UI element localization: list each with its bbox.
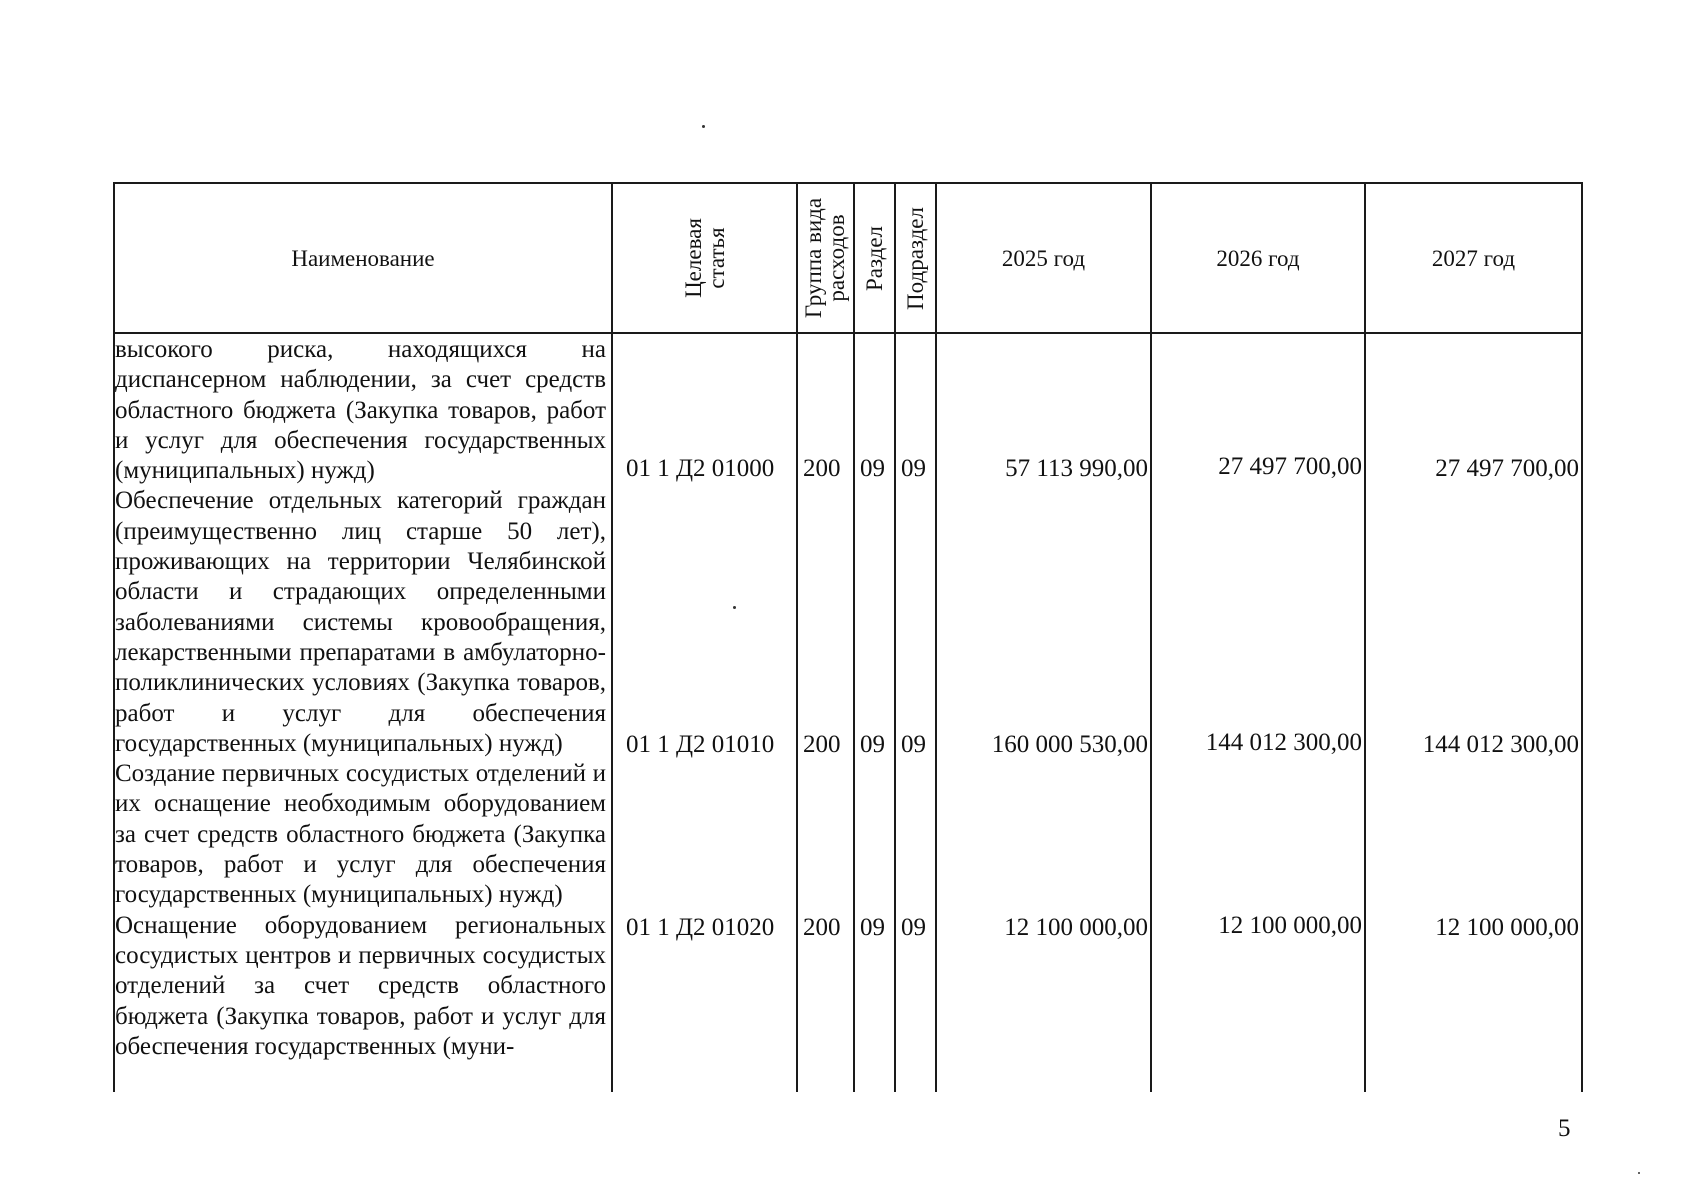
row-subsection: 09: [901, 455, 926, 482]
header-2027-label: 2027 год: [1431, 245, 1516, 271]
row-section: 09: [860, 455, 885, 482]
row-amount-2025: 57 113 990,00: [1005, 455, 1148, 482]
header-target-article-line2: статья: [703, 227, 729, 289]
header-expense-group-line2: расходов: [824, 214, 850, 302]
header-name: [115, 184, 611, 332]
row-section: 09: [860, 914, 885, 941]
row-amount-2026: 12 100 000,00: [1218, 912, 1362, 939]
row-expense-group: 200: [803, 914, 841, 941]
header-name-label: Наименование: [291, 245, 435, 271]
row-amount-2027: 27 497 700,00: [1435, 455, 1579, 482]
row-amount-2026: 144 012 300,00: [1205, 729, 1362, 756]
row-expense-group: 200: [803, 455, 841, 482]
header-expense-group: [798, 184, 853, 332]
header-subsection: [896, 184, 935, 332]
header-2026: [1152, 184, 1364, 332]
row-amount-2025: 160 000 530,00: [991, 731, 1148, 758]
row-amount-2025: 12 100 000,00: [1004, 914, 1148, 941]
table-right-border: [1581, 182, 1583, 1092]
header-target-article: [613, 184, 796, 332]
header-section: [855, 184, 894, 332]
budget-table: [113, 182, 1583, 1092]
row-subsection: 09: [901, 914, 926, 941]
header-subsection-label: Подраздел: [903, 206, 929, 310]
row-name: Создание первичных сосудистых отделений и их оснащение необходимым оборудованием за счет средств областного бюджета (Закупка товаров, работ и услуг для обеспечения государственных (муниципальных) нужд): [115, 760, 606, 909]
row-target-article: 01 1 Д2 01020: [626, 914, 775, 941]
row-name: высокого риска, находящихся на диспансерном наблюдении, за счет средств областного бюджета (Закупка товаров, работ и услуг для обеспечения государственных (муниципальных) нужд): [115, 336, 606, 485]
row-amount-2027: 12 100 000,00: [1435, 914, 1579, 941]
row-target-article: 01 1 Д2 01000: [626, 455, 775, 482]
header-bottom-border: [113, 332, 1583, 334]
header-2027: [1366, 184, 1581, 332]
row-expense-group: 200: [803, 731, 841, 758]
page-number: 5: [1558, 1115, 1571, 1142]
header-target-article-line1: Целевая: [680, 218, 706, 298]
row-subsection: 09: [901, 731, 926, 758]
row-amount-2026: 27 497 700,00: [1218, 453, 1362, 480]
header-section-label: Раздел: [862, 225, 887, 291]
name-column: [113, 335, 608, 1062]
row-section: 09: [860, 731, 885, 758]
header-2025: [937, 184, 1150, 332]
row-name: Оснащение оборудованием региональных сосудистых центров и первичных сосудистых отделений за счет средств областного бюджета (Закупка товаров, работ и услуг для обеспечения государственных (муни-: [115, 911, 606, 1060]
row-amount-2027: 144 012 300,00: [1422, 731, 1579, 758]
row-name: Обеспечение отдельных категорий граждан (преимущественно лиц старше 50 лет), проживающих на территории Челябинской области и страдающих определенными заболеваниями системы кровообращения, лекарственными препаратами в амбулаторно-поликлинических условиях (Закупка товаров, работ и услуг для обеспечения государственных (муниципальных) нужд): [115, 487, 606, 757]
scan-speck: [702, 125, 705, 128]
header-expense-group-line1: Группа вида: [801, 197, 827, 319]
row-target-article: 01 1 Д2 01010: [626, 731, 775, 758]
header-2025-label: 2025 год: [1001, 245, 1086, 271]
scan-speck: [1638, 1172, 1640, 1174]
header-2026-label: 2026 год: [1216, 245, 1300, 271]
